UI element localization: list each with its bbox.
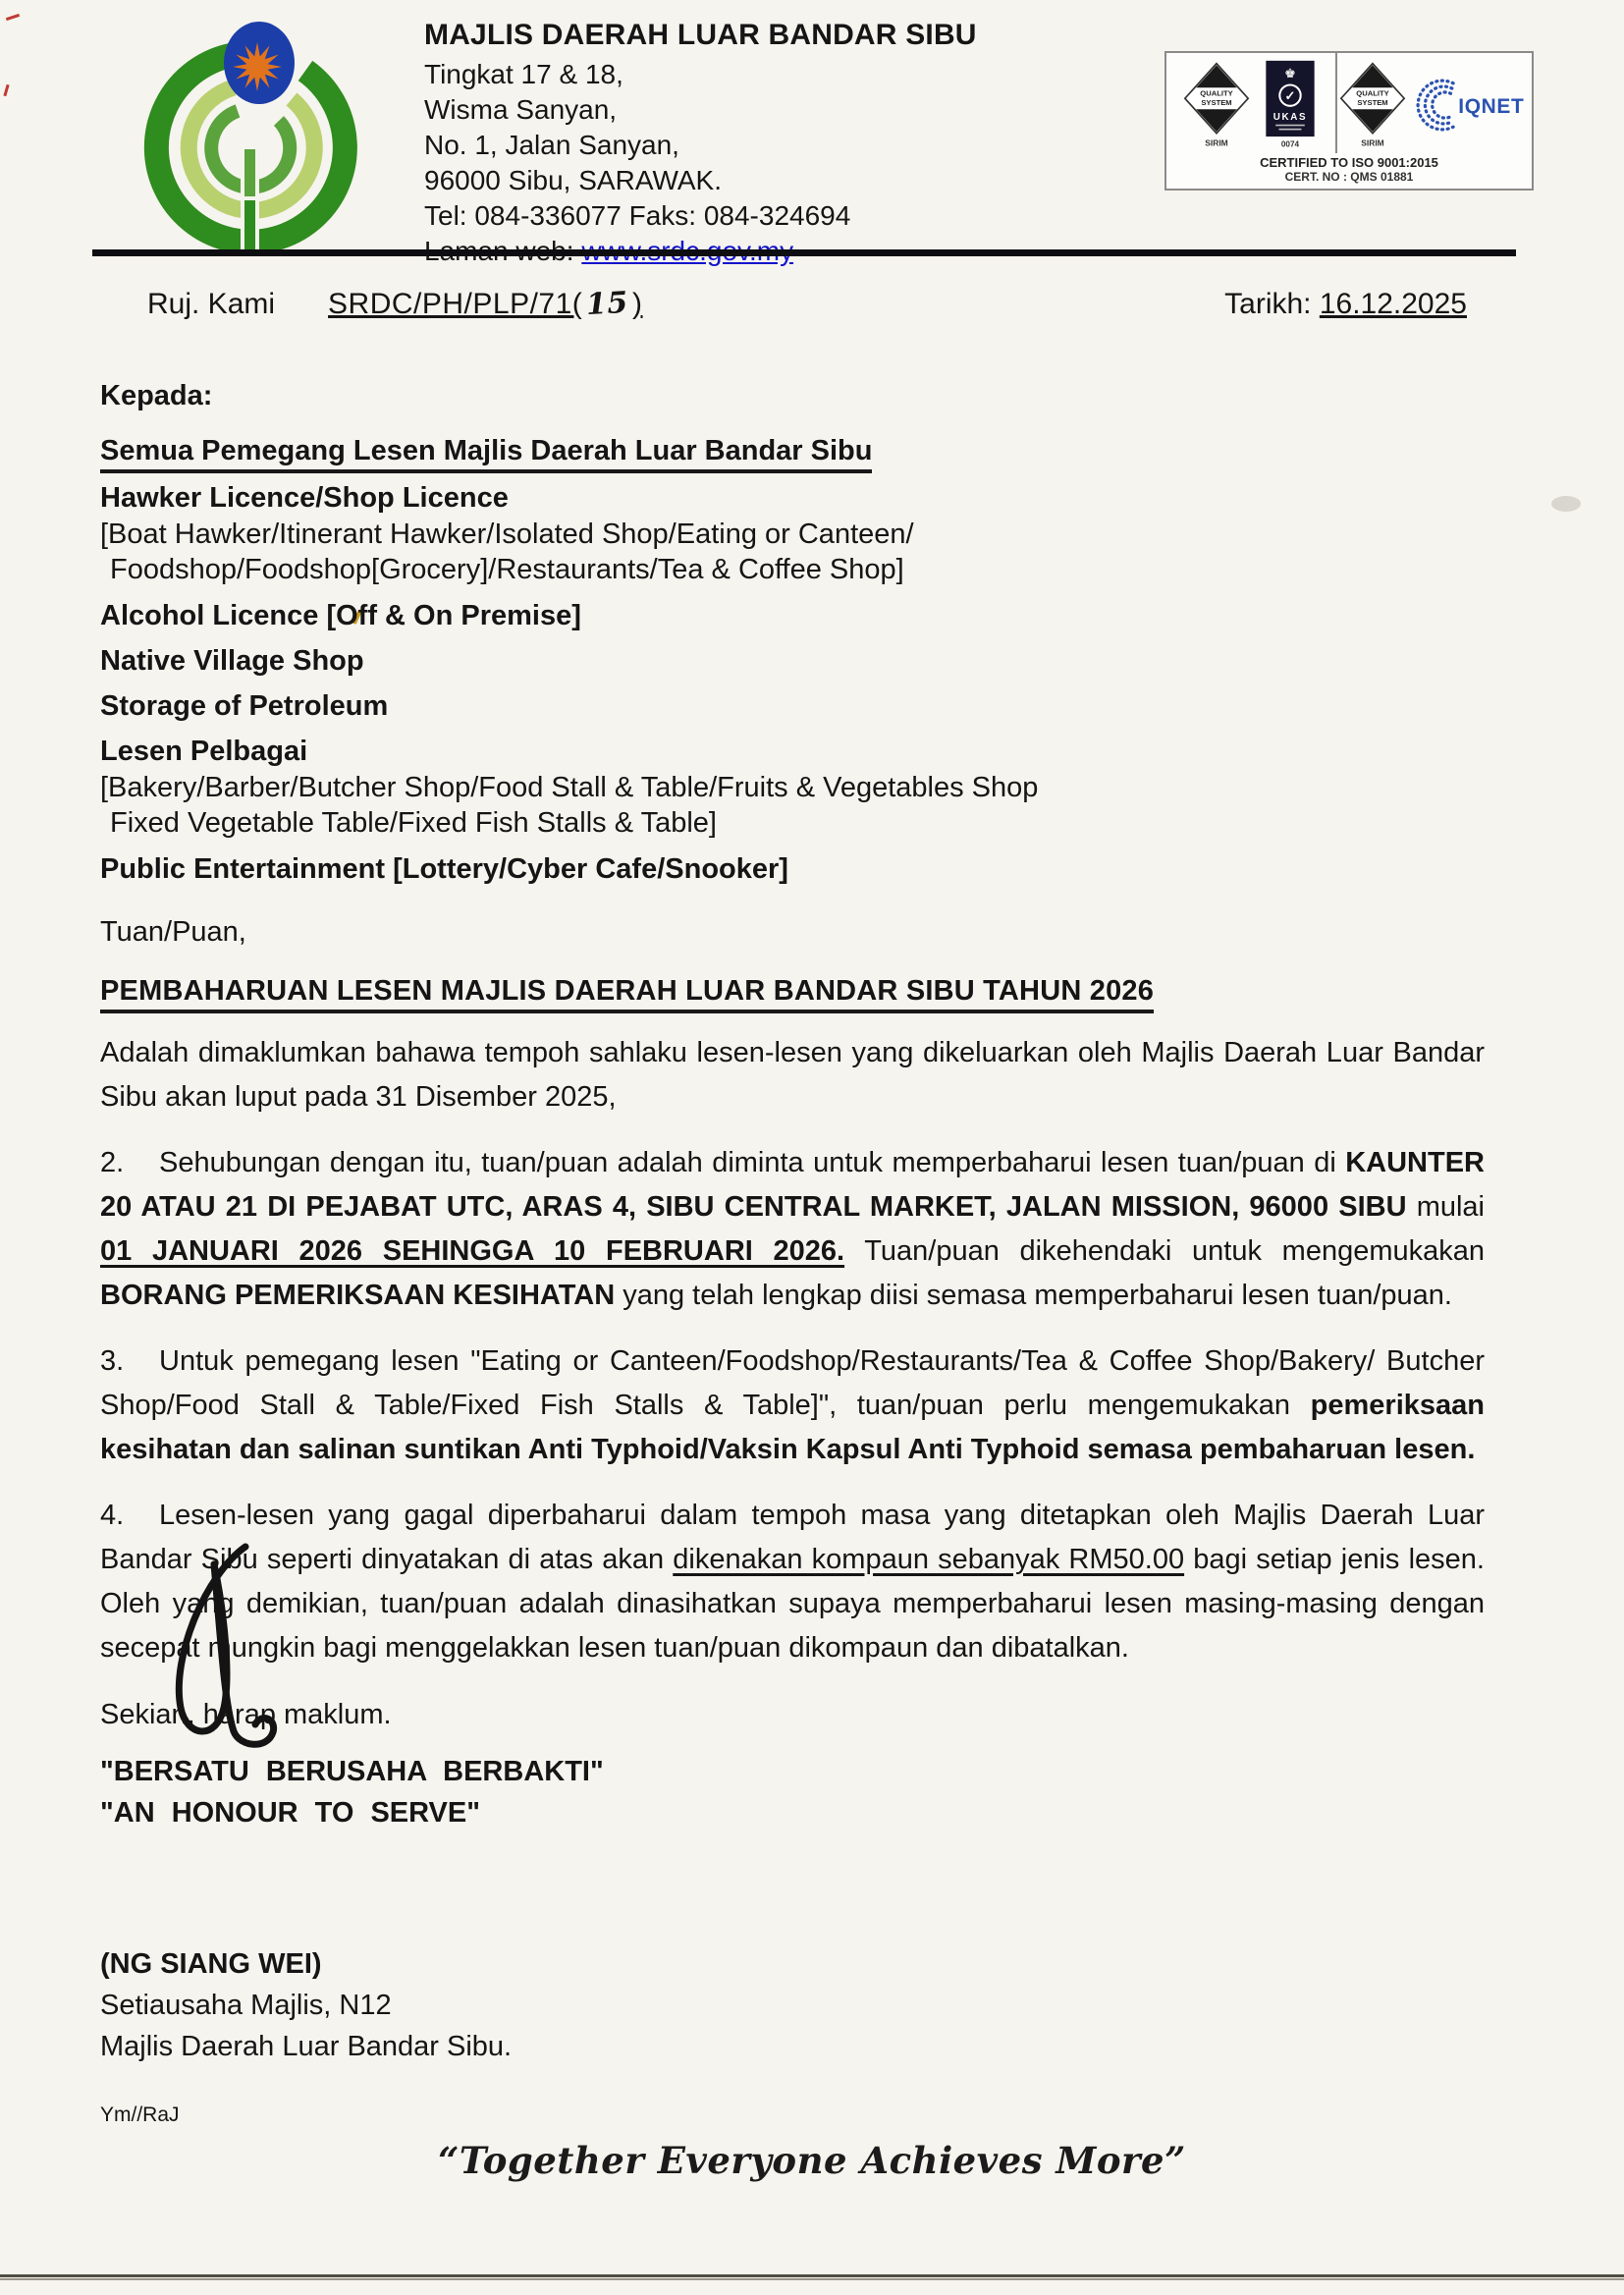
svg-text:UKAS: UKAS [1272, 111, 1308, 123]
certification-text [1260, 153, 1438, 189]
iqnet-mark-icon [1416, 72, 1532, 138]
paragraph-number: 2. [100, 1147, 125, 1178]
svg-text:✓: ✓ [1284, 88, 1296, 104]
cert-number-line: CERT. NO : QMS 01881 [1284, 170, 1414, 184]
ukas-mark-icon [1260, 60, 1321, 150]
sirim-quality-mark-icon [1337, 62, 1408, 148]
licence-heading-alcohol: Alcohol Licence [Off & On Premise] [100, 600, 581, 631]
svg-text:♚: ♚ [1284, 66, 1296, 82]
handwritten-ref-digits: 15 [585, 285, 629, 323]
licence-heading-hawker: Hawker Licence/Shop Licence [100, 482, 509, 514]
signer-org: Majlis Daerah Luar Bandar Sibu. [100, 2031, 513, 2062]
licence-heading-native: Native Village Shop [100, 645, 364, 677]
address-line: Wisma Sanyan, [424, 94, 618, 125]
licence-heading-storage: Storage of Petroleum [100, 690, 389, 722]
letter-body [100, 365, 1485, 2134]
licence-detail-line: [Boat Hawker/Itinerant Hawker/Isolated Shop/Eating or Canteen/ [100, 519, 914, 550]
licence-detail-line: [Bakery/Barber/Butcher Shop/Food Stall & Table/Fruits & Vegetables Shop [100, 772, 1039, 803]
svg-text:QUALITY: QUALITY [1200, 88, 1233, 98]
svg-text:IQNET: IQNET [1458, 94, 1525, 118]
paragraph-number: 4. [100, 1500, 125, 1531]
scan-artifact [6, 14, 20, 21]
council-logo [141, 12, 363, 253]
address-line: Tingkat 17 & 18, [424, 59, 623, 89]
letterhead-divider [92, 249, 1516, 256]
signer-name: (NG SIANG WEI) [100, 1948, 322, 1980]
address-line: 96000 Sibu, SARAWAK. [424, 165, 722, 195]
address-line: No. 1, Jalan Sanyan, [424, 130, 679, 160]
ref-number: SRDC/PH/PLP/71( 15 ) [328, 285, 643, 323]
paragraph-2: 2. Sehubungan dengan itu, tuan/puan adalah diminta untuk memperbaharui lesen tuan/puan di KAUNTER 20 ATAU 21 DI PEJABAT UTC, ARAS 4, SIBU CENTRAL MARKET, JALAN MISSION, 96000 SIBU mulai 01 JANUARI 2026 SEHINGGA 10 FEBRUARI 2026. Tuan/puan dikehendaki untuk mengemukakan BORANG PEMERIKSAAN KESIHATAN yang telah lengkap diisi semasa memperbaharui lesen tuan/puan. [100, 1141, 1485, 1318]
kepada-label: Kepada: [100, 380, 213, 411]
ref-label: Ruj. Kami [147, 288, 276, 320]
scan-artifact [1551, 496, 1581, 512]
footer-motto: “Together Everyone Achieves More” [438, 2139, 1186, 2182]
svg-text:0074: 0074 [1280, 139, 1300, 149]
cert-cell-sirim-ukas [1166, 53, 1337, 153]
licence-detail-line: Foodshop/Foodshop[Grocery]/Restaurants/Tea & Coffee Shop] [110, 554, 904, 585]
date-value: 16.12.2025 [1319, 288, 1467, 320]
signer-title: Setiausaha Majlis, N12 [100, 1990, 392, 2021]
signer-block [100, 1943, 1485, 2067]
paragraph-1: Adalah dimaklumkan bahawa tempoh sahlaku lesen-lesen yang dikeluarkan oleh Majlis Daerah Luar Bandar Sibu akan luput pada 31 Disember 2025, [100, 1037, 1485, 1113]
svg-text:SYSTEM: SYSTEM [1357, 98, 1388, 107]
org-name: MAJLIS DAERAH LUAR BANDAR SIBU [424, 19, 977, 51]
tel-fax-line: Tel: 084-336077 Faks: 084-324694 [424, 200, 851, 231]
reference-row [147, 287, 1467, 321]
paragraph-3: 3. Untuk pemegang lesen "Eating or Canteen/Foodshop/Restaurants/Tea & Coffee Shop/Bakery/ Butcher Shop/Food Stall & Table/Fixed Fish Stalls & Table]", tuan/puan perlu mengemukakan pemeriksaan kesihatan dan salinan suntikan Anti Typhoid/Vaksin Kapsul Anti Typhoid semasa pembaharuan lesen. [100, 1339, 1485, 1472]
cert-cell-sirim-iqnet [1337, 53, 1532, 153]
addressee-line: Semua Pemegang Lesen Majlis Daerah Luar Bandar Sibu [100, 432, 1485, 469]
motto-malay: "BERSATU BERUSAHA BERBAKTI" [100, 1756, 604, 1787]
scan-artifact [3, 84, 9, 96]
svg-text:QUALITY: QUALITY [1356, 88, 1389, 98]
scan-bottom-edge [0, 2274, 1624, 2277]
paragraph-number: 3. [100, 1345, 125, 1377]
date-field: Tarikh: 16.12.2025 [1224, 288, 1467, 320]
typist-initials: Ym//RaJ [100, 2104, 180, 2126]
svg-text:SIRIM: SIRIM [1361, 137, 1384, 148]
svg-text:SYSTEM: SYSTEM [1201, 98, 1232, 107]
certification-box [1164, 51, 1534, 191]
licence-detail-line: Fixed Vegetable Table/Fixed Fish Stalls & Table] [110, 807, 717, 839]
motto-english: "AN HONOUR TO SERVE" [100, 1797, 480, 1829]
closing-line: Sekian, harap maklum. [100, 1699, 392, 1730]
licence-heading-pelbagai: Lesen Pelbagai [100, 736, 308, 767]
scan-bottom-edge [0, 2278, 1624, 2280]
licence-heading-public-entertainment: Public Entertainment [Lottery/Cyber Cafe/Snooker] [100, 853, 788, 885]
svg-text:SIRIM: SIRIM [1205, 137, 1228, 148]
sirim-quality-mark-icon [1181, 62, 1252, 148]
iso-certified-line: CERTIFIED TO ISO 9001:2015 [1260, 155, 1438, 170]
paragraph-4: 4. Lesen-lesen yang gagal diperbaharui dalam tempoh masa yang ditetapkan oleh Majlis Daerah Luar Bandar Sibu seperti dinyatakan di atas akan dikenakan kompaun sebanyak RM50.00 bagi setiap jenis lesen. Oleh yang demikian, tuan/puan adalah dinasihatkan supaya memperbaharui lesen masing-masing dengan secepat mungkin bagi menggelakkan lesen tuan/puan dikompaun dan dibatalkan. [100, 1494, 1485, 1670]
salutation: Tuan/Puan, [100, 916, 246, 948]
letterhead-address [424, 18, 977, 269]
subject-line: PEMBAHARUAN LESEN MAJLIS DAERAH LUAR BANDAR SIBU TAHUN 2026 [100, 972, 1485, 1010]
